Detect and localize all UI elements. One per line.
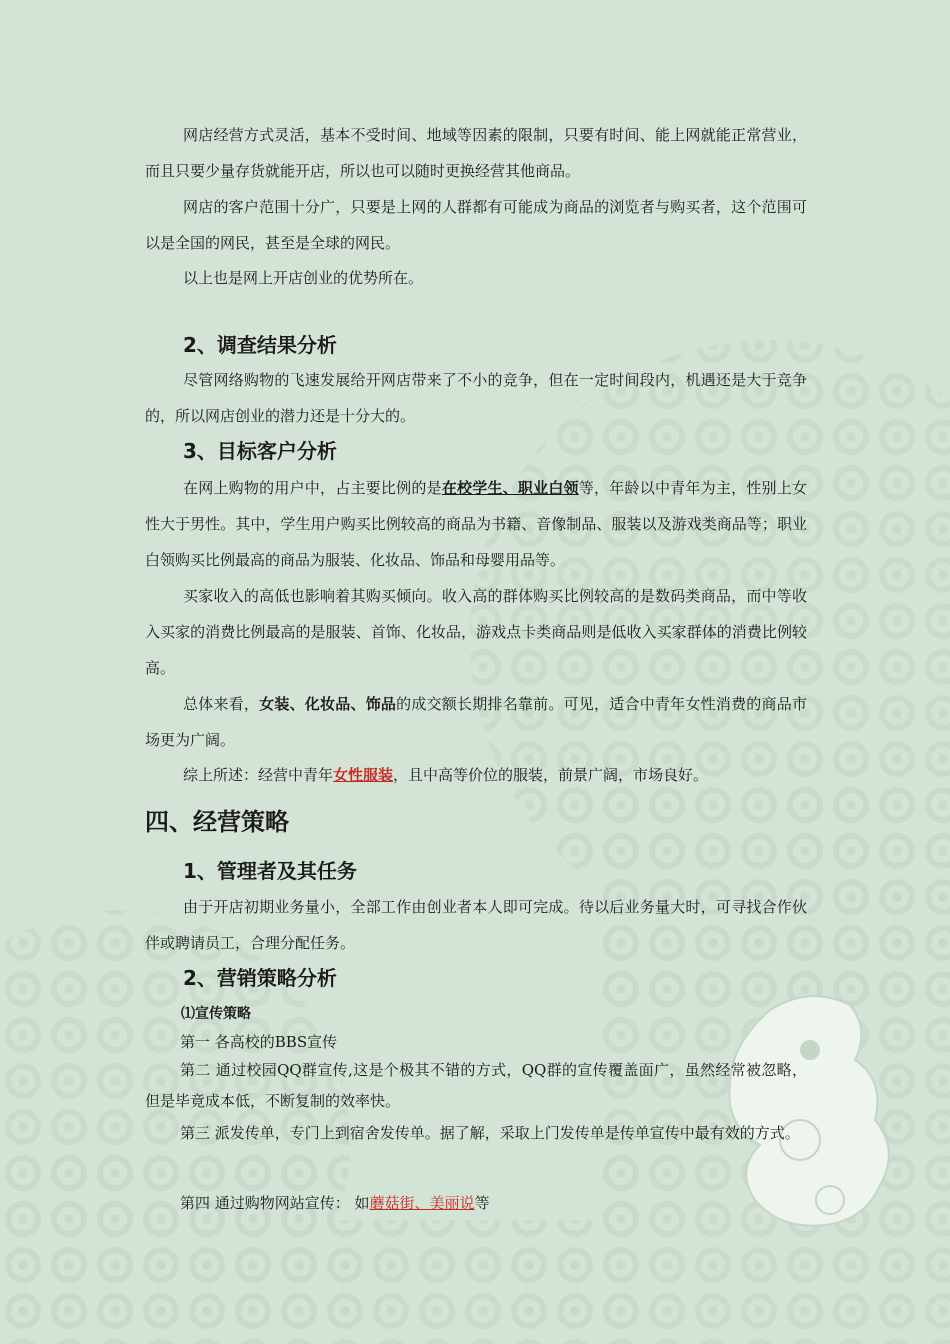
section-heading-target: 3、目标客户分析 [183, 439, 337, 463]
item4-text-a: 第四 通过购物网站宣传： 如 [180, 1194, 370, 1212]
intro-paragraph-2: 网店的客户范围十分广，只要是上网的人群都有可能成为商品的浏览者与购买者，这个范围可以是全国的网民，甚至是全球的网民。 [145, 198, 807, 252]
summary-text-a: 总体来看， [183, 695, 260, 713]
target-paragraph-3 [145, 686, 807, 758]
target-paragraph-2: 买家收入的高低也影响着其购买倾向。收入高的群体购买比例较高的是数码类商品，而中等收入买家的消费比例最高的是服装、首饰、化妆品，游戏点卡类商品则是低收入买家群体的消费比例较高。 [145, 587, 807, 677]
link-womens-clothing[interactable]: 女性服装 [333, 766, 394, 784]
promotion-item-1: 第一 各高校的BBS宣传 [180, 1033, 338, 1051]
conclusion-text-a: 综上所述：经营中青年 [183, 766, 334, 784]
promotion-item-4 [180, 1190, 490, 1216]
target-paragraph-1 [145, 470, 807, 578]
intro-paragraph-3: 以上也是网上开店创业的优势所在。 [183, 269, 424, 287]
intro-paragraph-1: 网店经营方式灵活，基本不受时间、地域等因素的限制，只要有时间、能上网就能正常营业，而且只要少量存货就能开店，所以也可以随时更换经营其他商品。 [145, 126, 807, 180]
item4-text-c: 等 [474, 1194, 490, 1212]
section-heading-management: 1、管理者及其任务 [183, 859, 357, 883]
management-paragraph: 由于开店初期业务量小，全部工作由创业者本人即可完成。待以后业务量大时，可寻找合作伙伴或聘请员工，合理分配任务。 [145, 898, 807, 952]
summary-text-c: 的成交额长期排名靠前。可见，适合中青年女性消费的商品市场更为广阔。 [145, 695, 807, 749]
target-paragraph-4 [145, 757, 807, 793]
conclusion-text-c: ，且中高等价位的服装，前景广阔，市场良好。 [393, 766, 709, 784]
promotion-item-2: 第二 通过校园QQ群宣传,这是个极其不错的方式，QQ群的宣传覆盖面广，虽然经常被忽略，但是毕竟成本低，不断复制的效率快。 [145, 1061, 807, 1110]
highlight-students-white-collar: 在校学生、职业白领 [441, 479, 579, 497]
section-heading-survey: 2、调查结果分析 [183, 333, 337, 357]
subheading-promotion: ⑴宣传策略 [181, 1006, 251, 1022]
section-heading-marketing: 2、营销策略分析 [183, 966, 337, 990]
survey-paragraph: 尽管网络购物的飞速发展给开网店带来了不小的竞争，但在一定时间段内，机遇还是大于竞争的，所以网店创业的潜力还是十分大的。 [145, 371, 807, 425]
target-text-a: 在网上购物的用户中，占主要比例的是 [183, 479, 442, 497]
chapter-heading-strategy: 四、经营策略 [145, 808, 289, 836]
promotion-item-3: 第三 派发传单，专门上到宿舍发传单。据了解，采取上门发传单是传单宣传中最有效的方式。 [180, 1124, 800, 1142]
link-shopping-sites[interactable]: 蘑菇街、美丽说 [369, 1194, 475, 1212]
target-text-c: 等，年龄以中青年为主，性别上女性大于男性。其中，学生用户购买比例较高的商品为书籍、音像制品、服装以及游戏类商品等；职业白领购买比例最高的商品为服装、化妆品、饰品和母婴用品等。 [145, 479, 807, 569]
highlight-top-categories: 女装、化妆品、饰品 [259, 695, 397, 713]
